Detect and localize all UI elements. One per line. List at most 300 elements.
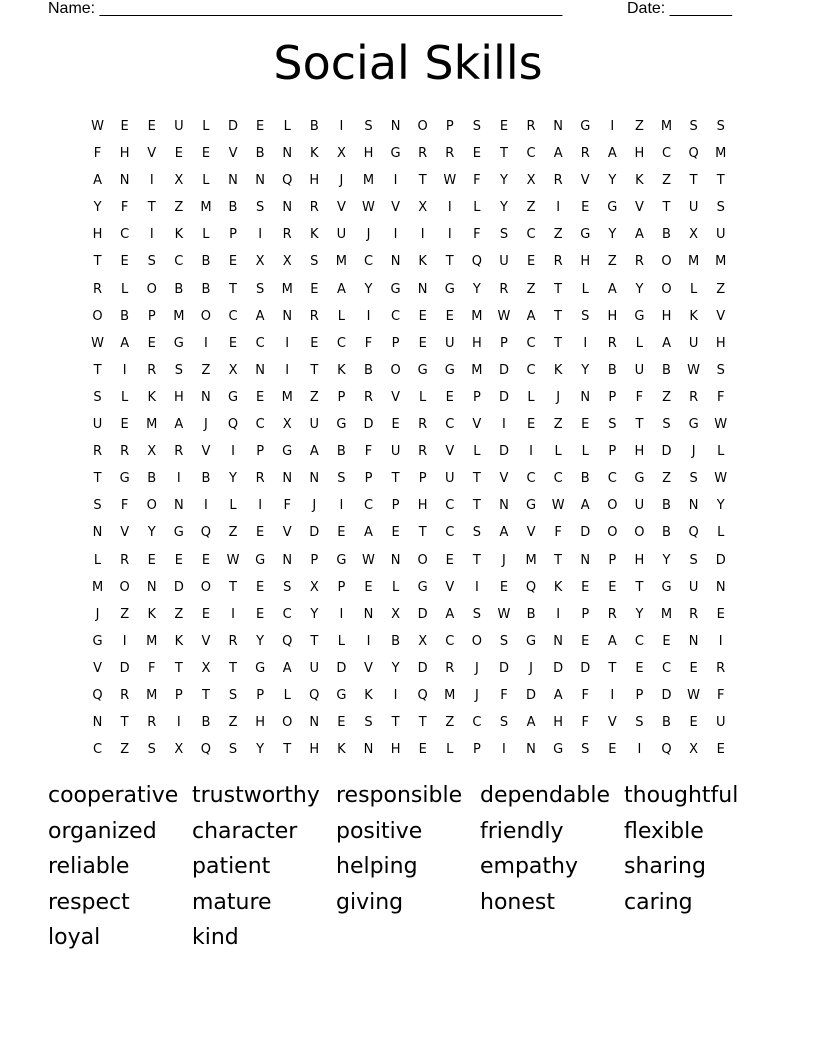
grid-letter: Q — [200, 525, 212, 541]
grid-letter: A — [282, 660, 292, 676]
grid-letter: S — [93, 498, 102, 514]
grid-letter: O — [200, 308, 212, 324]
grid-letter: P — [581, 606, 590, 622]
grid-row — [84, 248, 734, 275]
grid-letter: T — [554, 335, 563, 351]
grid-letter: A — [445, 606, 455, 622]
grid-letter: X — [418, 200, 428, 216]
grid-letter: M — [688, 254, 700, 270]
grid-letter: S — [255, 200, 265, 216]
grid-letter: F — [364, 444, 373, 460]
grid-letter: H — [309, 173, 320, 189]
grid-letter: T — [229, 660, 237, 676]
grid-letter: J — [339, 173, 344, 189]
grid-letter: E — [608, 742, 617, 758]
grid-letter: T — [554, 281, 563, 297]
grid-letter: P — [310, 552, 319, 568]
grid-row — [84, 194, 734, 221]
grid-letter: N — [363, 742, 374, 758]
grid-letter: A — [662, 335, 671, 351]
grid-letter: Z — [228, 525, 238, 541]
grid-letter: H — [634, 146, 645, 162]
word-bank-item: honest — [480, 889, 555, 915]
grid-letter: Z — [174, 200, 184, 216]
word-bank-item: kind — [192, 925, 239, 951]
grid-letter: F — [93, 146, 102, 162]
grid-letter: O — [471, 633, 482, 649]
grid-letter: H — [634, 444, 645, 460]
grid-letter: C — [445, 525, 455, 541]
grid-row — [84, 628, 734, 655]
grid-letter: I — [366, 633, 371, 649]
grid-letter: M — [281, 281, 293, 297]
grid-letter: T — [635, 417, 644, 433]
grid-letter: C — [282, 606, 292, 622]
grid-letter: D — [553, 660, 564, 676]
grid-letter: F — [581, 715, 589, 731]
grid-letter: S — [499, 715, 509, 731]
grid-letter: I — [420, 227, 425, 243]
grid-letter: X — [689, 742, 699, 758]
grid-letter: T — [554, 308, 563, 324]
grid-letter: J — [95, 606, 100, 622]
grid-letter: S — [689, 119, 698, 134]
grid-letter: D — [119, 660, 130, 676]
grid-letter: E — [526, 254, 536, 270]
grid-letter: I — [393, 227, 398, 243]
grid-letter: V — [472, 417, 482, 433]
grid-letter: J — [474, 660, 479, 676]
grid-letter: T — [229, 579, 237, 595]
grid-letter: N — [390, 254, 401, 270]
grid-letter: L — [635, 335, 644, 351]
grid-row — [84, 221, 734, 248]
grid-letter: L — [283, 119, 291, 134]
grid-row — [84, 682, 734, 709]
grid-letter: E — [581, 417, 590, 433]
word-bank-item: loyal — [48, 925, 101, 951]
grid-letter: I — [474, 579, 479, 595]
grid-letter: N — [255, 362, 265, 378]
grid-letter: S — [228, 742, 238, 758]
grid-letter: S — [337, 471, 346, 487]
grid-letter: M — [335, 254, 347, 270]
grid-letter: P — [635, 687, 644, 703]
grid-letter: S — [255, 281, 265, 297]
grid-letter: L — [581, 444, 589, 460]
grid-letter: R — [147, 715, 157, 731]
grid-letter: H — [607, 308, 618, 324]
grid-letter: T — [662, 200, 671, 216]
grid-letter: N — [119, 173, 130, 189]
grid-letter: G — [580, 119, 591, 134]
grid-letter: A — [499, 525, 509, 541]
grid-letter: B — [174, 281, 184, 297]
grid-letter: M — [146, 633, 158, 649]
grid-letter: S — [499, 633, 509, 649]
grid-letter: A — [255, 308, 265, 324]
grid-letter: F — [473, 227, 481, 243]
word-bank-item: sharing — [624, 854, 706, 880]
grid-letter: Z — [120, 742, 130, 758]
grid-letter: R — [418, 146, 428, 162]
grid-letter: K — [337, 362, 346, 378]
grid-letter: G — [282, 444, 293, 460]
grid-letter: I — [176, 715, 181, 731]
grid-letter: N — [553, 119, 563, 134]
grid-letter: R — [120, 687, 130, 703]
grid-letter: G — [688, 417, 699, 433]
grid-letter: E — [201, 552, 211, 568]
grid-letter: C — [391, 308, 401, 324]
grid-letter: G — [255, 552, 266, 568]
grid-letter: T — [93, 362, 102, 378]
grid-letter: M — [471, 308, 483, 324]
grid-letter: V — [526, 525, 536, 541]
word-bank-item: respect — [48, 889, 130, 915]
grid-letter: U — [445, 471, 455, 487]
grid-letter: N — [417, 281, 428, 297]
grid-letter: T — [499, 146, 508, 162]
grid-letter: P — [256, 687, 265, 703]
grid-letter: T — [635, 579, 644, 595]
grid-letter: P — [472, 389, 481, 405]
grid-letter: K — [689, 308, 698, 324]
grid-letter: Z — [662, 389, 671, 405]
grid-letter: P — [229, 227, 237, 243]
grid-letter: L — [473, 200, 481, 216]
grid-row — [84, 736, 734, 763]
grid-letter: Y — [608, 173, 617, 189]
grid-letter: V — [499, 471, 509, 487]
grid-letter: Q — [227, 417, 239, 433]
grid-letter: U — [174, 119, 184, 134]
grid-letter: X — [255, 254, 265, 270]
grid-letter: O — [634, 525, 645, 541]
grid-letter: R — [445, 146, 455, 162]
grid-letter: B — [201, 715, 211, 731]
grid-letter: N — [526, 742, 536, 758]
grid-letter: T — [689, 173, 698, 189]
page-title: Social Skills — [273, 36, 543, 90]
grid-letter: B — [662, 227, 671, 243]
grid-letter: Z — [662, 173, 671, 189]
grid-letter: Z — [607, 254, 617, 270]
grid-letter: U — [92, 417, 103, 433]
grid-letter: G — [390, 281, 401, 297]
grid-letter: E — [635, 660, 644, 676]
grid-letter: I — [122, 362, 127, 378]
word-bank-item: helping — [336, 854, 418, 880]
grid-letter: I — [285, 362, 290, 378]
grid-letter: N — [282, 552, 293, 568]
grid-letter: J — [529, 660, 533, 676]
grid-letter: R — [282, 227, 292, 243]
grid-letter: N — [282, 200, 293, 216]
grid-letter: T — [120, 715, 129, 731]
grid-letter: K — [364, 687, 373, 703]
grid-row — [84, 330, 734, 357]
grid-letter: N — [201, 389, 211, 405]
grid-row — [84, 411, 734, 438]
grid-letter: C — [363, 254, 374, 270]
grid-letter: T — [608, 660, 617, 676]
word-bank — [48, 778, 768, 956]
grid-letter: Q — [417, 687, 428, 703]
grid-letter: F — [554, 525, 562, 541]
grid-letter: S — [716, 200, 725, 216]
grid-letter: H — [417, 498, 428, 514]
grid-letter: E — [608, 579, 617, 595]
grid-letter: B — [580, 471, 590, 487]
grid-letter: M — [715, 254, 727, 270]
grid-letter: V — [228, 146, 238, 162]
grid-letter: E — [256, 579, 265, 595]
grid-letter: U — [309, 417, 320, 433]
grid-letter: B — [662, 715, 671, 731]
grid-letter: C — [661, 660, 672, 676]
grid-letter: B — [364, 362, 373, 378]
grid-letter: E — [228, 335, 238, 351]
grid-letter: B — [201, 281, 211, 297]
grid-letter: V — [445, 444, 455, 460]
grid-letter: O — [417, 119, 428, 134]
grid-letter: R — [418, 417, 428, 433]
grid-letter: D — [580, 525, 591, 541]
grid-letter: H — [634, 552, 645, 568]
grid-letter: L — [229, 498, 237, 514]
grid-letter: J — [204, 417, 208, 433]
grid-letter: K — [310, 146, 319, 162]
grid-letter: R — [174, 444, 184, 460]
grid-letter: S — [608, 417, 617, 433]
letter-grid — [84, 113, 734, 763]
grid-letter: P — [147, 308, 156, 324]
grid-letter: I — [231, 444, 235, 460]
grid-letter: G — [173, 335, 184, 351]
grid-letter: M — [444, 687, 456, 703]
grid-letter: B — [662, 525, 671, 541]
grid-letter: H — [661, 308, 672, 324]
grid-letter: I — [393, 173, 398, 189]
grid-letter: E — [147, 552, 156, 568]
grid-letter: Y — [229, 471, 237, 487]
grid-letter: L — [689, 281, 698, 297]
grid-row — [84, 140, 734, 167]
grid-letter: P — [337, 389, 346, 405]
grid-letter: M — [715, 146, 727, 162]
grid-letter: O — [92, 308, 103, 324]
grid-letter: B — [255, 146, 265, 162]
grid-letter: R — [363, 389, 373, 405]
grid-letter: P — [337, 579, 346, 595]
grid-letter: T — [418, 525, 427, 541]
grid-letter: G — [173, 525, 184, 541]
word-bank-item: cooperative — [48, 783, 179, 808]
grid-letter: E — [391, 417, 400, 433]
grid-letter: D — [336, 660, 347, 676]
grid-letter: F — [500, 687, 508, 703]
grid-letter: N — [363, 606, 374, 622]
grid-letter: T — [472, 471, 481, 487]
word-bank-item: giving — [336, 889, 404, 915]
grid-letter: L — [202, 119, 210, 134]
grid-letter: P — [418, 471, 427, 487]
grid-letter: I — [149, 173, 154, 189]
grid-letter: F — [364, 335, 373, 351]
grid-letter: C — [363, 498, 374, 514]
grid-letter: K — [147, 606, 156, 622]
grid-letter: Y — [364, 281, 373, 297]
grid-letter: T — [418, 715, 427, 731]
grid-letter: I — [610, 119, 615, 134]
grid-letter: T — [472, 498, 481, 514]
grid-letter: S — [283, 579, 292, 595]
grid-letter: O — [607, 525, 618, 541]
grid-letter: W — [714, 417, 728, 433]
grid-letter: R — [309, 200, 319, 216]
grid-letter: I — [583, 335, 588, 351]
grid-letter: T — [93, 471, 102, 487]
grid-letter: N — [390, 552, 401, 568]
grid-letter: E — [526, 417, 536, 433]
grid-letter: S — [472, 525, 481, 541]
grid-letter: E — [581, 633, 590, 649]
grid-letter: S — [472, 606, 481, 622]
grid-letter: E — [499, 579, 509, 595]
grid-letter: D — [498, 444, 509, 460]
grid-letter: B — [120, 308, 130, 324]
grid-letter: F — [120, 498, 129, 514]
grid-letter: L — [419, 389, 427, 405]
grid-letter: J — [312, 498, 317, 514]
grid-letter: H — [715, 335, 726, 351]
grid-letter: E — [689, 715, 698, 731]
grid-letter: H — [390, 742, 401, 758]
grid-letter: N — [92, 525, 103, 541]
word-bank-item: patient — [192, 854, 271, 880]
grid-letter: B — [391, 633, 401, 649]
grid-letter: P — [391, 498, 400, 514]
grid-letter: O — [119, 579, 130, 595]
grid-letter: A — [580, 498, 590, 514]
grid-letter: E — [120, 119, 129, 134]
grid-letter: I — [366, 308, 371, 324]
grid-letter: E — [120, 417, 129, 433]
grid-letter: N — [715, 579, 726, 595]
grid-letter: U — [634, 498, 645, 514]
grid-letter: T — [283, 742, 292, 758]
grid-letter: N — [580, 389, 591, 405]
grid-letter: W — [443, 173, 457, 189]
grid-letter: X — [174, 742, 184, 758]
grid-letter: I — [447, 200, 452, 216]
grid-letter: J — [502, 552, 506, 568]
grid-letter: L — [581, 281, 589, 297]
grid-letter: G — [255, 660, 266, 676]
grid-letter: I — [556, 606, 561, 622]
grid-letter: Y — [472, 281, 481, 297]
grid-letter: H — [255, 715, 265, 731]
grid-letter: R — [634, 254, 644, 270]
grid-letter: B — [607, 362, 617, 378]
grid-letter: W — [551, 498, 565, 514]
grid-letter: G — [580, 227, 591, 243]
grid-letter: C — [607, 471, 617, 487]
grid-letter: R — [418, 444, 428, 460]
grid-letter: W — [362, 552, 375, 568]
grid-letter: I — [502, 742, 506, 758]
grid-letter: V — [716, 308, 726, 324]
grid-letter: N — [580, 552, 591, 568]
grid-letter: C — [445, 498, 455, 514]
grid-letter: V — [120, 525, 130, 541]
grid-letter: O — [417, 552, 428, 568]
grid-letter: O — [200, 579, 212, 595]
grid-letter: R — [309, 308, 319, 324]
grid-letter: I — [339, 498, 344, 514]
grid-letter: A — [174, 417, 184, 433]
grid-letter: I — [176, 471, 181, 487]
grid-letter: I — [637, 742, 642, 758]
grid-letter: M — [660, 119, 673, 134]
grid-letter: Y — [499, 173, 508, 189]
grid-letter: Q — [282, 173, 293, 189]
grid-letter: C — [526, 335, 536, 351]
grid-letter: T — [391, 471, 400, 487]
word-bank-item: trustworthy — [192, 783, 320, 808]
grid-letter: R — [120, 552, 130, 568]
grid-letter: I — [122, 633, 127, 649]
grid-letter: C — [472, 715, 482, 731]
grid-letter: I — [231, 606, 235, 622]
grid-letter: A — [93, 173, 102, 189]
grid-row — [84, 303, 734, 330]
grid-letter: X — [309, 579, 319, 595]
grid-letter: U — [309, 660, 320, 676]
grid-letter: O — [146, 281, 157, 297]
grid-letter: R — [120, 444, 130, 460]
grid-letter: G — [336, 417, 347, 433]
name-field-label: Name: ____________________________________________________ — [48, 0, 563, 17]
grid-letter: C — [526, 146, 536, 162]
grid-letter: E — [662, 633, 671, 649]
grid-letter: V — [282, 525, 292, 541]
grid-letter: O — [661, 281, 672, 297]
word-bank-item: mature — [192, 889, 272, 915]
grid-letter: L — [717, 444, 725, 460]
grid-letter: I — [339, 119, 344, 134]
grid-letter: U — [445, 335, 455, 351]
word-bank-item: dependable — [480, 783, 611, 808]
grid-letter: R — [93, 281, 103, 297]
grid-letter: E — [201, 146, 211, 162]
grid-letter: E — [716, 606, 725, 622]
grid-letter: C — [445, 417, 455, 433]
grid-letter: E — [310, 281, 319, 297]
grid-letter: C — [526, 471, 536, 487]
grid-row — [84, 655, 734, 682]
grid-letter: E — [445, 389, 454, 405]
grid-letter: I — [258, 498, 263, 514]
grid-letter: V — [391, 389, 401, 405]
grid-letter: K — [418, 254, 427, 270]
grid-letter: N — [282, 471, 293, 487]
grid-row — [84, 709, 734, 736]
word-bank-item: friendly — [480, 818, 564, 844]
grid-letter: H — [119, 146, 130, 162]
grid-letter: G — [634, 308, 645, 324]
